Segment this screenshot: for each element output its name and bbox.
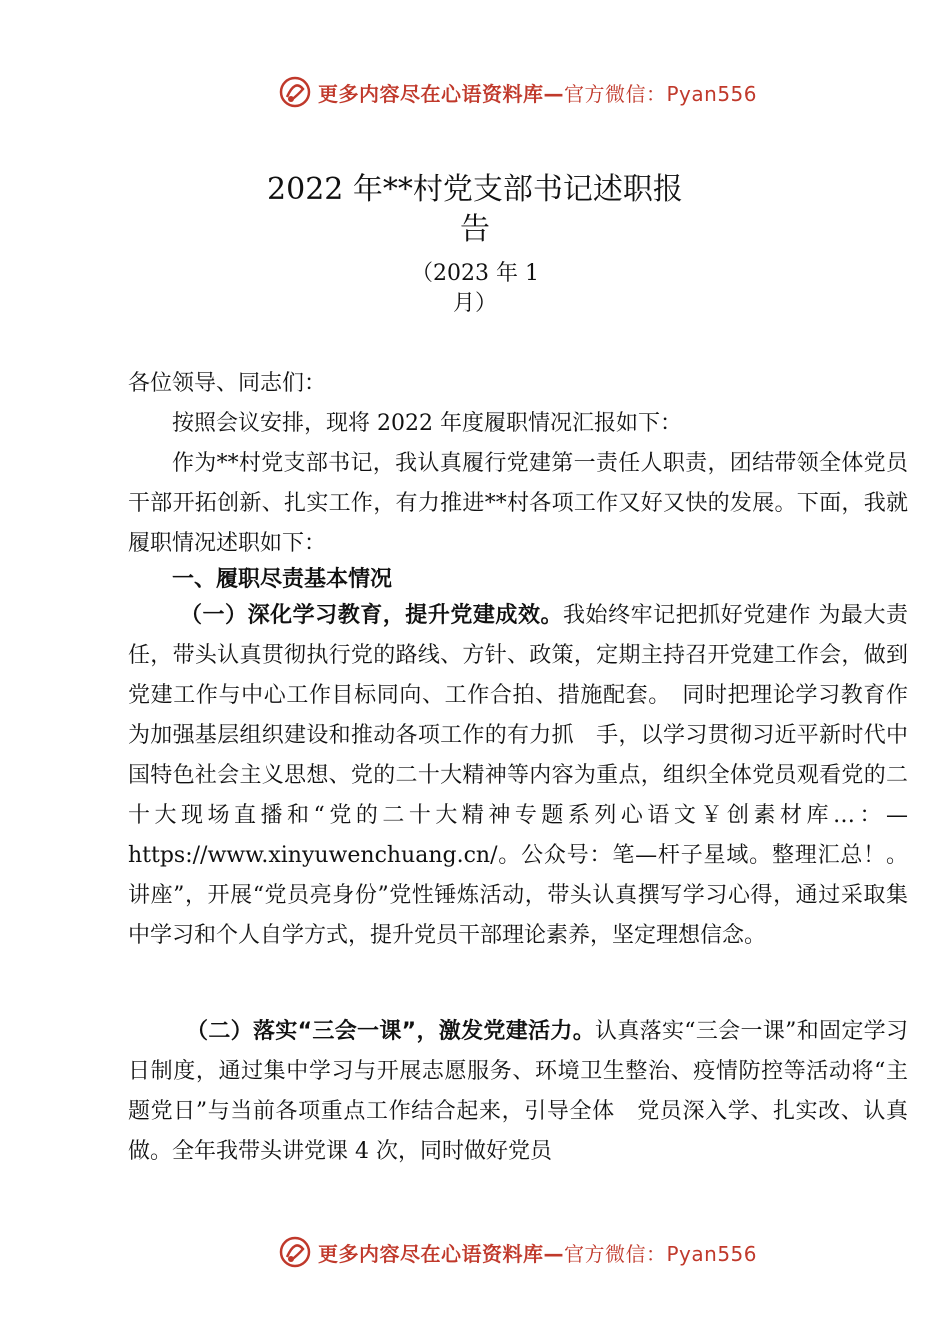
banner-wechat: 官方微信：Pyan556	[564, 1241, 758, 1266]
paragraph-overview: 作为**村党支部书记，我认真履行党建第一责任人职责，团结带领全体党员干部开拓创新、扎实工作，有力推进**村各项工作又好又快的发展。下面，我就履职情况述职如下：	[128, 451, 908, 556]
section-1-lead: （一）深化学习教育，提升党建成效。	[180, 603, 564, 628]
banner-text	[318, 1238, 757, 1267]
banner-text	[318, 78, 757, 107]
section-1-text: 我始终牢记把抓好党建作 为最大责任，带头认真贯彻执行党的路线、方针、政策，定期主持召开党建工作会，做到党建工作与中心工作目标同向、工作合拍、措施配套。 同时把理论学习教育作为加强基层组织建设和推动各项工作的有力抓 手，以学习贯彻习近平新时代中国特色社会主义思想、党的二十大精神等内容为重点，组织全体党员观看党的二十大现场直播和“党的二十大精神专题系列心语文￥创素材库…：—https://www.xinyuwenchuang.cn/。公众号：笔—杆子星域。整理汇总！。讲座”，开展“党员亮身份”党性锤炼活动，带头认真撰写学习心得，通过采取集中学习和个人自学方式，提升党员干部理论素养，坚定理想信念。	[128, 603, 908, 948]
banner-brand: 更多内容尽在心语资料库	[318, 81, 544, 106]
paragraph-intro: 按照会议安排，现将 2022 年度履职情况汇报如下：	[172, 411, 682, 436]
banner-brand: 更多内容尽在心语资料库	[318, 1241, 544, 1266]
section-heading-1: 一、履职尽责基本情况	[172, 567, 393, 592]
document-date-line2: 月）	[452, 291, 497, 316]
section-2-text: 认真落实“三会一课”和固定学习日制度，通过集中学习与开展志愿服务、环境卫生整治、疫情防控等活动将“主题党日”与当前各项重点工作结合起来，引导全体 党员深入学、扎实改、认真做。全年我带头讲党课 4 次，同时做好党员	[128, 1019, 908, 1164]
document-date-line1: （2023 年 1	[411, 261, 539, 286]
paragraph-section-1	[128, 596, 908, 956]
document-title-line2: 告	[460, 212, 490, 247]
document-title-line1: 2022 年**村党支部书记述职报	[267, 172, 683, 207]
header-banner	[278, 72, 778, 112]
footer-banner	[278, 1232, 778, 1272]
brand-logo-icon	[278, 1235, 312, 1269]
banner-wechat: 官方微信：Pyan556	[564, 81, 758, 106]
brand-logo-icon	[278, 75, 312, 109]
paragraph-section-2	[128, 1012, 908, 1172]
banner-dash: —	[543, 81, 564, 106]
banner-dash: —	[543, 1241, 564, 1266]
salutation: 各位领导、同志们：	[128, 371, 327, 396]
section-2-lead: （二）落实“三会一课”，激发党建活力。	[186, 1019, 596, 1044]
